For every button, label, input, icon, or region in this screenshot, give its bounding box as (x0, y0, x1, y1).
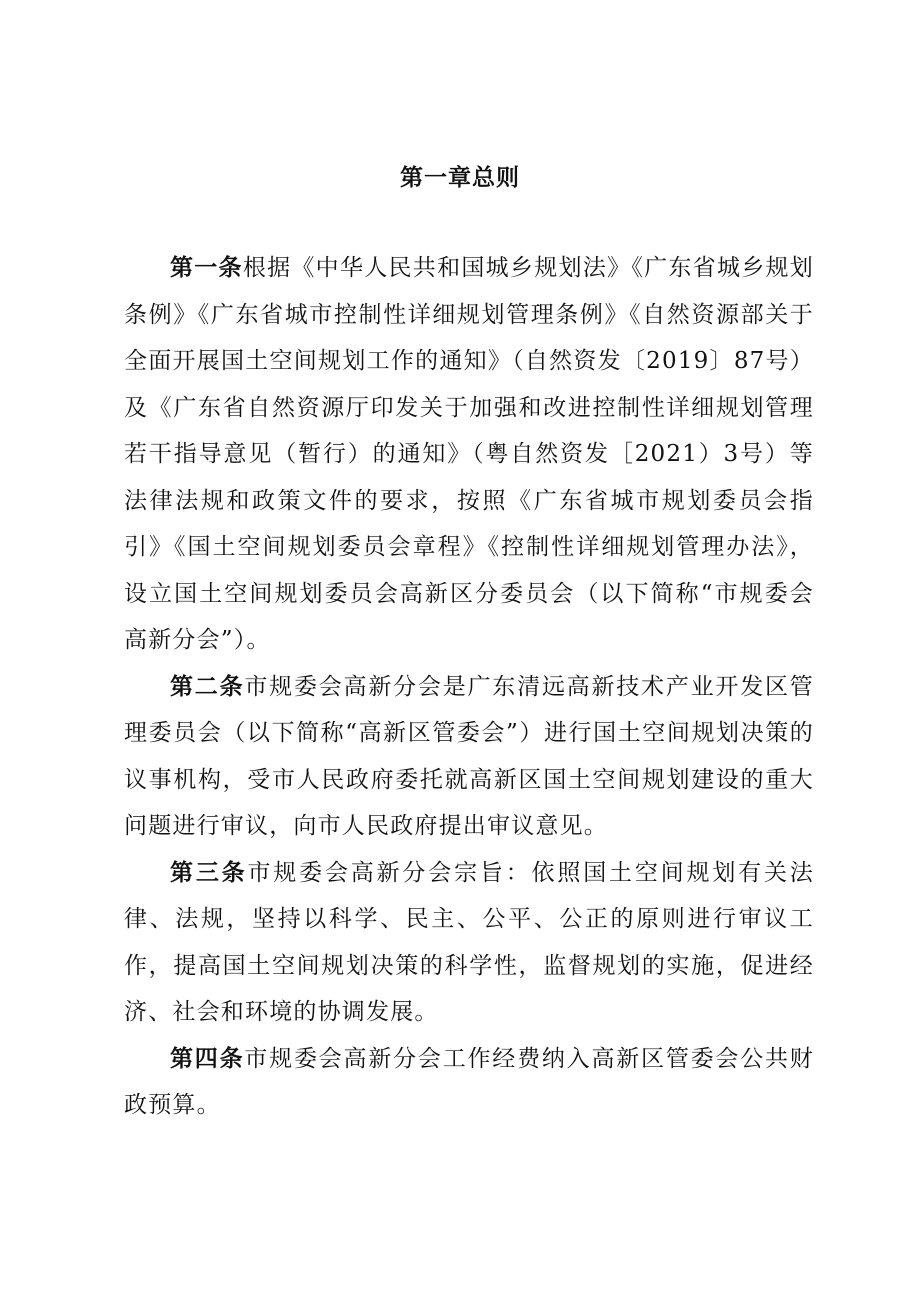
article-text: 市规委会高新分会是广东清远高新技术产业开发区管理委员会（以下简称“高新区管委会”）进行国土空间规划决策的议事机构，受市人民政府委托就高新区国土空间规划建设的重大问题进行审议，向市人民政府提出审议意见。 (124, 673, 814, 839)
article-text: 根据《中华人民共和国城乡规划法》《广东省城乡规划条例》《广东省城市控制性详细规划管理条例》《自然资源部关于全面开展国土空间规划工作的通知》（自然资发〔2019〕87号）及《广东省自然资源厅印发关于加强和改进控制性详细规划管理若干指导意见（暂行）的通知》（粤自然资发［2021）3号）等法律法规和政策文件的要求，按照《广东省城市规划委员会指引》《国土空间规划委员会章程》《控制性详细规划管理办法》，设立国土空间规划委员会高新区分委员会（以下简称“市规委会高新分会”）。 (124, 255, 814, 653)
article-label: 第四条 (170, 1044, 245, 1072)
chapter-title: 第一章总则 (400, 164, 520, 191)
article-label: 第三条 (170, 858, 248, 886)
document-body (124, 245, 814, 1129)
article-4 (124, 1036, 814, 1129)
article-1 (124, 245, 814, 664)
article-3 (124, 850, 814, 1036)
article-label: 第一条 (170, 254, 243, 281)
article-text: 市规委会高新分会宗旨：依照国土空间规划有关法律、法规，坚持以科学、民主、公平、公正的原则进行审议工作，提高国土空间规划决策的科学性，监督规划的实施，促进经济、社会和环境的协调发展。 (124, 859, 814, 1025)
article-label: 第二条 (170, 672, 245, 700)
article-2 (124, 664, 814, 850)
article-text: 市规委会高新分会工作经费纳入高新区管委会公共财政预算。 (124, 1045, 814, 1118)
